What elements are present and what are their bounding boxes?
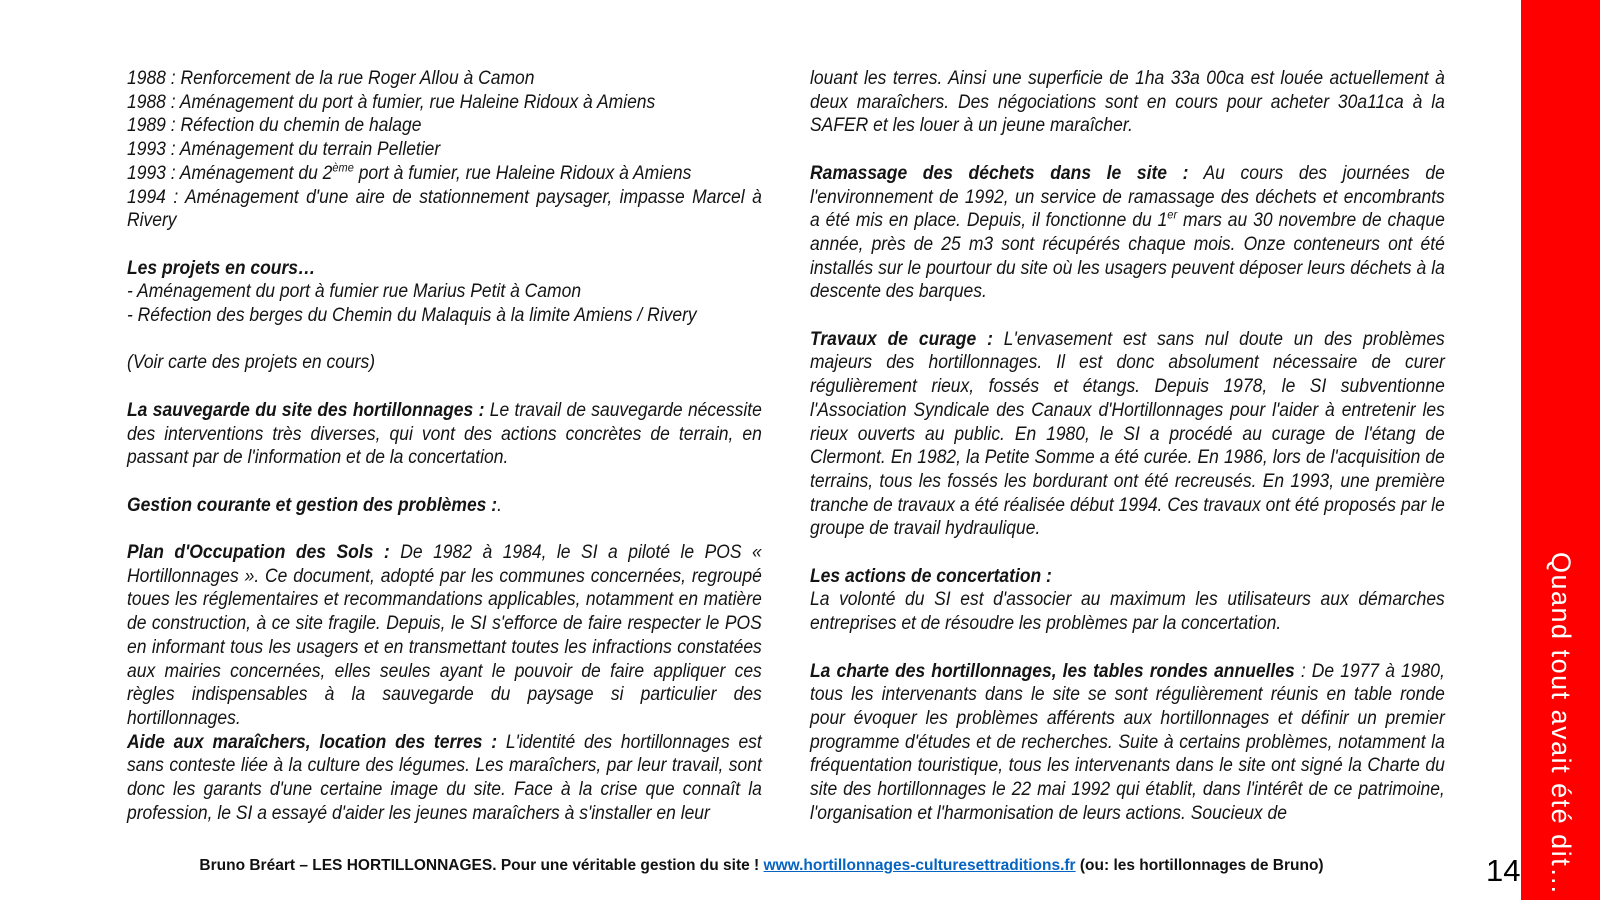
text-run: Bruno Bréart – LES HORTILLONNAGES. Pour une véritable gestion du site ! — [199, 857, 764, 874]
text-run: De 1982 à 1984, le SI a piloté le POS « Hortillonnages ». Ce document, adopté par les communes concernées, regroupé toues les réglementaires et recommandations applicables, notamment en matière de construction, à ce site fragile. Depuis, le SI s'efforce de faire respecter le POS en informant tous les usagers et en transmettant toutes les infractions constatées aux mairies concernées, elles seules ayant le pouvoir de faire appliquer ces règles indispensables à la sauvegarde du paysage si particulier des hortillonnages. — [127, 541, 762, 729]
text-run: (Voir carte des projets en cours) — [127, 352, 376, 374]
text-run: 1993 : Aménagement du terrain Pelletier — [127, 139, 441, 161]
paragraph — [127, 114, 762, 138]
superscript: er — [1167, 207, 1178, 222]
right-column-content — [810, 67, 1445, 825]
text-run: La volonté du SI est d'associer au maximum les utilisateurs aux démarches entreprises et de résoudre les problèmes par la concertation. — [810, 589, 1445, 635]
paragraph — [810, 588, 1445, 635]
text-run: Le travail de sauvegarde nécessite des interventions très diverses, qui vont des actions concrètes de terrain, en passant par de l'information et de la concertation. — [127, 399, 762, 469]
paragraph — [810, 67, 1445, 138]
paragraph — [127, 91, 762, 115]
text-run: 1988 : Renforcement de la rue Roger Allou à Camon — [127, 68, 535, 89]
text-run: (ou: les hortillonnages de Bruno) — [1075, 857, 1324, 874]
paragraph — [127, 280, 762, 304]
paragraph — [810, 162, 1445, 304]
text-run: Travaux de curage : — [810, 328, 993, 350]
text-run: port à fumier, rue Haleine Ridoux à Amiens — [353, 162, 692, 184]
footer — [0, 857, 1523, 875]
text-run: L'identité des hortillonnages est sans conteste liée à la culture des légumes. Les maraîchers, par leur travail, sont donc les garants d'une certaine image du site. Face à la crise que connaît la profession, le SI a essayé d'aider les jeunes maraîchers à s'installer en leur — [127, 731, 762, 824]
footer-link[interactable]: www.hortillonnages-culturesettraditions.fr — [763, 857, 1076, 874]
right-text-column — [810, 67, 1500, 825]
paragraph — [127, 67, 762, 91]
text-run: La sauvegarde du site des hortillonnages : — [127, 399, 485, 421]
text-run: La charte des hortillonnages, les tables rondes annuelles — [810, 660, 1295, 682]
left-column-content — [127, 67, 762, 825]
paragraph — [127, 494, 762, 518]
text-run: : De 1977 à 1980, tous les intervenants dans le site se sont régulièrement réunis en table ronde pour évoquer les problèmes afférents aux hortillonnages et définir un premier programme d'études et de recherches. Suite à certains problèmes, notamment la fréquentation touristique, tous les intervenants dans le site ont signé la Charte du site des hortillonnages le 22 mai 1992 qui établit, dans l'intérêt de ce patrimoine, l'organisation et l'harmonisation de leurs actions. Soucieux de — [810, 660, 1445, 824]
text-run: Aide aux maraîchers, location des terres : — [127, 731, 498, 753]
red-side-band — [1521, 0, 1600, 900]
superscript: ème — [332, 160, 354, 175]
text-run: 1988 : Aménagement du port à fumier, rue Haleine Ridoux à Amiens — [127, 91, 656, 113]
paragraph — [127, 731, 762, 826]
text-run: - Aménagement du port à fumier rue Marius Petit à Camon — [127, 281, 582, 303]
text-run: 1993 : Aménagement du 2 — [127, 162, 333, 184]
paragraph — [127, 541, 762, 731]
text-run: 1994 : Aménagement d'une aire de stationnement paysager, impasse Marcel à Rivery — [127, 186, 762, 232]
text-run: Plan d'Occupation des Sols : — [127, 541, 390, 563]
paragraph — [127, 399, 762, 470]
paragraph — [127, 162, 762, 186]
left-text-column — [127, 67, 817, 825]
text-run: Au cours des journées de l'environnement de 1992, un service de ramassage des déchets et encombrants a été mis en place. Depuis, il fonctionne du 1 — [810, 162, 1445, 232]
text-run: Ramassage des déchets dans le site : — [810, 162, 1189, 184]
chapter-vertical-title: Quand tout avait été dit… — [1546, 552, 1576, 896]
text-run: Les projets en cours… — [127, 257, 316, 279]
text-run: . — [497, 494, 502, 516]
text-run: louant les terres. Ainsi une superficie de 1ha 33a 00ca est louée actuellement à deux maraîchers. Des négociations sont en cours pour acheter 30a11ca à la SAFER et les louer à un jeune maraîcher. — [810, 68, 1445, 137]
text-run: Les actions de concertation : — [810, 565, 1052, 587]
text-run: L'envasement est sans nul doute un des problèmes majeurs des hortillonnages. Il est donc absolument nécessaire de curer régulièrement rieux, fossés et étangs. Depuis 1978, le SI subventionne l'Association Syndicale des Canaux d'Hortillonnages pour l'aider à entretenir les rieux ouverts au public. En 1980, le SI a procédé au curage de l'étang de Clermont. En 1982, la Petite Somme a été curée. En 1986, lors de l'acquisition de terrains, tous les fossés les bordurant ont été recreusés. En 1993, une première tranche de travaux a été réalisée début 1994. Ces travaux ont été proposés par le groupe de travail hydraulique. — [810, 328, 1445, 540]
paragraph — [127, 138, 762, 162]
text-run: 1989 : Réfection du chemin de halage — [127, 115, 422, 137]
paragraph — [810, 660, 1445, 826]
paragraph — [127, 186, 762, 233]
paragraph — [0, 857, 1523, 875]
paragraph — [127, 257, 762, 281]
paragraph — [127, 304, 762, 328]
paragraph — [810, 565, 1445, 589]
paragraph — [810, 328, 1445, 541]
page-number: 14 — [1486, 853, 1521, 888]
text-run: mars au 30 novembre de chaque année, près de 25 m3 sont récupérés chaque mois. Onze conteneurs ont été installés sur le pourtour du site où les usagers peuvent déposer leurs déchets à la descente des barques. — [810, 210, 1445, 303]
paragraph — [127, 351, 762, 375]
text-run: - Réfection des berges du Chemin du Malaquis à la limite Amiens / Rivery — [127, 305, 697, 327]
text-run: Gestion courante et gestion des problèmes : — [127, 494, 498, 516]
